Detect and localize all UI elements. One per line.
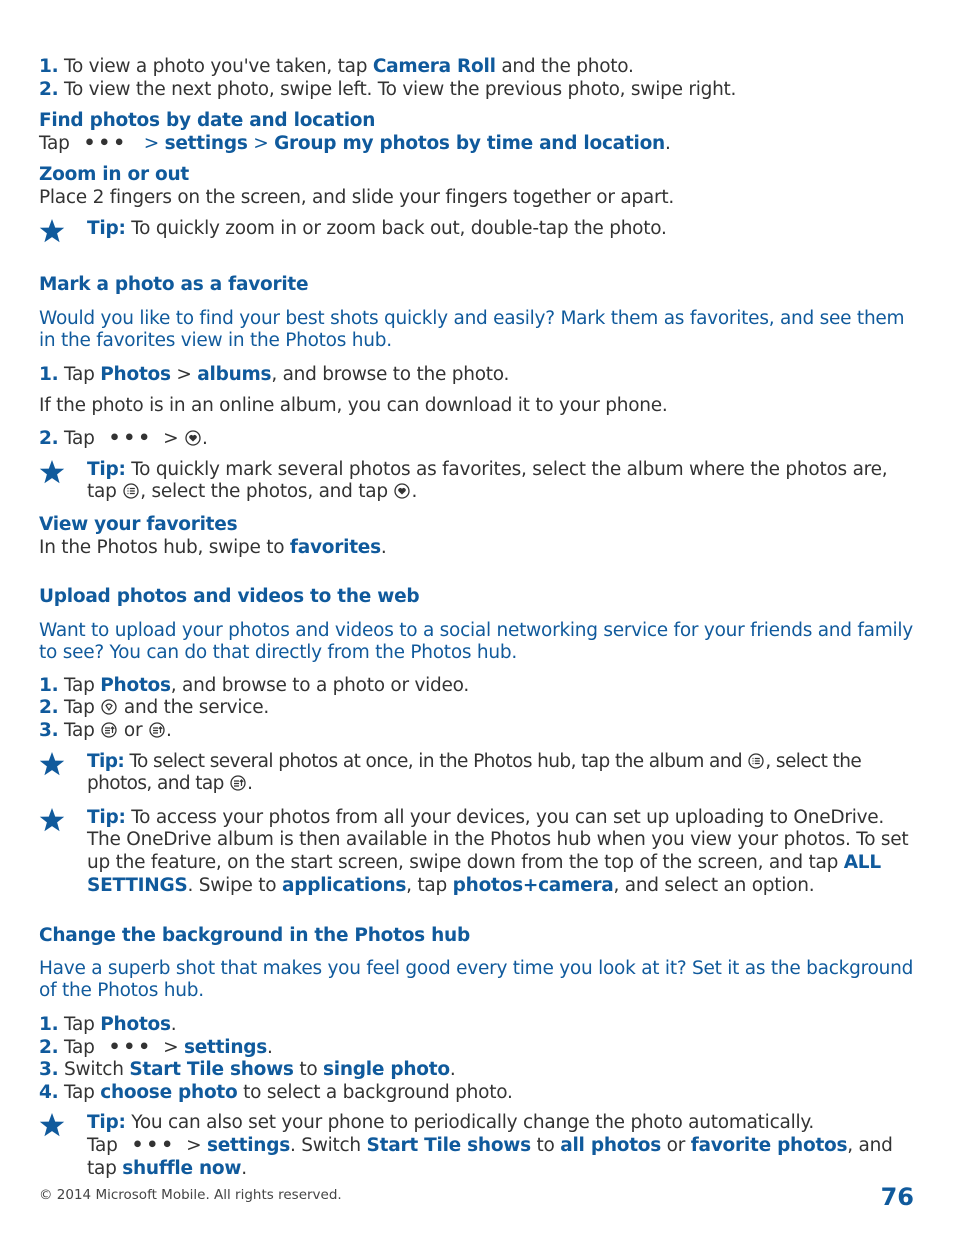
background-step-4: 4. Tap choose photo to select a background photo.: [39, 1081, 513, 1103]
select-list-icon: [123, 483, 139, 499]
zoom-tip: Tip: To quickly zoom in or zoom back out, double-tap the photo.: [39, 218, 919, 241]
background-intro: Have a superb shot that makes you feel good every time you look at it? Set it as the background of the Photos hub.: [39, 957, 914, 1002]
more-dots-icon: •••: [131, 1134, 177, 1156]
star-icon: [39, 1112, 65, 1138]
zoom-text: Place 2 fingers on the screen, and slide your fingers together or apart.: [39, 186, 674, 208]
upload-step-3: 3. Tap or .: [39, 720, 172, 742]
viewfav-heading: View your favorites: [39, 513, 238, 535]
star-icon: [39, 459, 65, 485]
upload-icon: [101, 722, 117, 738]
intro-step-2: 2. To view the next photo, swipe left. To view the previous photo, swipe right.: [39, 78, 737, 100]
background-tip: Tip: You can also set your phone to periodically change the photo automatically. Tap ••• > settings. Switch Start Tile shows to all photos or favorite photos, and tap shuffle now.: [39, 1112, 919, 1180]
favorite-step-1: 1. Tap Photos > albums, and browse to the photo.: [39, 363, 510, 385]
background-heading: Change the background in the Photos hub: [39, 925, 470, 947]
star-icon: [39, 807, 65, 833]
favorite-step-2: 2. Tap ••• > .: [39, 428, 208, 450]
more-dots-icon: •••: [108, 428, 154, 450]
upload-intro: Want to upload your photos and videos to a social networking service for your friends and family to see? You can do that directly from the Photos hub.: [39, 619, 914, 664]
star-icon: [39, 751, 65, 777]
upload-step-2: 2. Tap and the service.: [39, 697, 269, 719]
more-dots-icon: •••: [108, 1036, 154, 1058]
background-step-3: 3. Switch Start Tile shows to single photo.: [39, 1059, 456, 1081]
upload-step-1: 1. Tap Photos, and browse to a photo or video.: [39, 674, 470, 696]
background-step-1: 1. Tap Photos.: [39, 1014, 177, 1035]
favorite-intro: Would you like to find your best shots quickly and easily? Mark them as favorites, and see them in the favorites view in the Photos hub.: [39, 307, 905, 352]
upload-icon: [230, 775, 246, 791]
upload-alt-icon: [149, 722, 165, 738]
favorite-online-note: If the photo is in an online album, you can download it to your phone.: [39, 394, 668, 416]
viewfav-text: In the Photos hub, swipe to favorites.: [39, 536, 387, 558]
upload-tip-2: Tip: To access your photos from all your devices, you can set up uploading to OneDrive. The OneDrive album is then available in the Photos hub when you view your photos. To set up the feature, on the start screen, swipe down from the top of the screen, and tap ALL SETTINGS. Swipe to applications, tap photos+camera, and select an option.: [39, 807, 919, 897]
find-heading: Find photos by date and location: [39, 110, 376, 132]
manual-page: [39, 56, 919, 1180]
upload-heading: Upload photos and videos to the web: [39, 586, 420, 608]
zoom-heading: Zoom in or out: [39, 164, 190, 186]
more-dots-icon: •••: [83, 132, 129, 154]
favorite-heart-icon: [394, 483, 410, 499]
upload-tip-1: Tip: To select several photos at once, in the Photos hub, tap the album and , select the photos, and tap .: [39, 751, 919, 796]
find-text: Tap ••• > settings > Group my photos by time and location.: [39, 132, 671, 154]
favorite-tip: Tip: To quickly mark several photos as favorites, select the album where the photos are, tap , select the photos, and tap .: [39, 459, 919, 504]
copyright-footer: © 2014 Microsoft Mobile. All rights reserved.: [39, 1187, 342, 1203]
star-icon: [39, 218, 65, 244]
camera-roll-term: Camera Roll: [372, 56, 496, 77]
page-number: 76: [880, 1183, 914, 1211]
favorite-heading: Mark a photo as a favorite: [39, 274, 309, 296]
share-icon: [101, 699, 117, 715]
background-step-2: 2. Tap ••• > settings.: [39, 1036, 273, 1058]
select-list-icon: [748, 753, 764, 769]
favorite-heart-icon: [185, 430, 201, 446]
intro-step-1: 1. To view a photo you've taken, tap Camera Roll and the photo.: [39, 56, 634, 77]
